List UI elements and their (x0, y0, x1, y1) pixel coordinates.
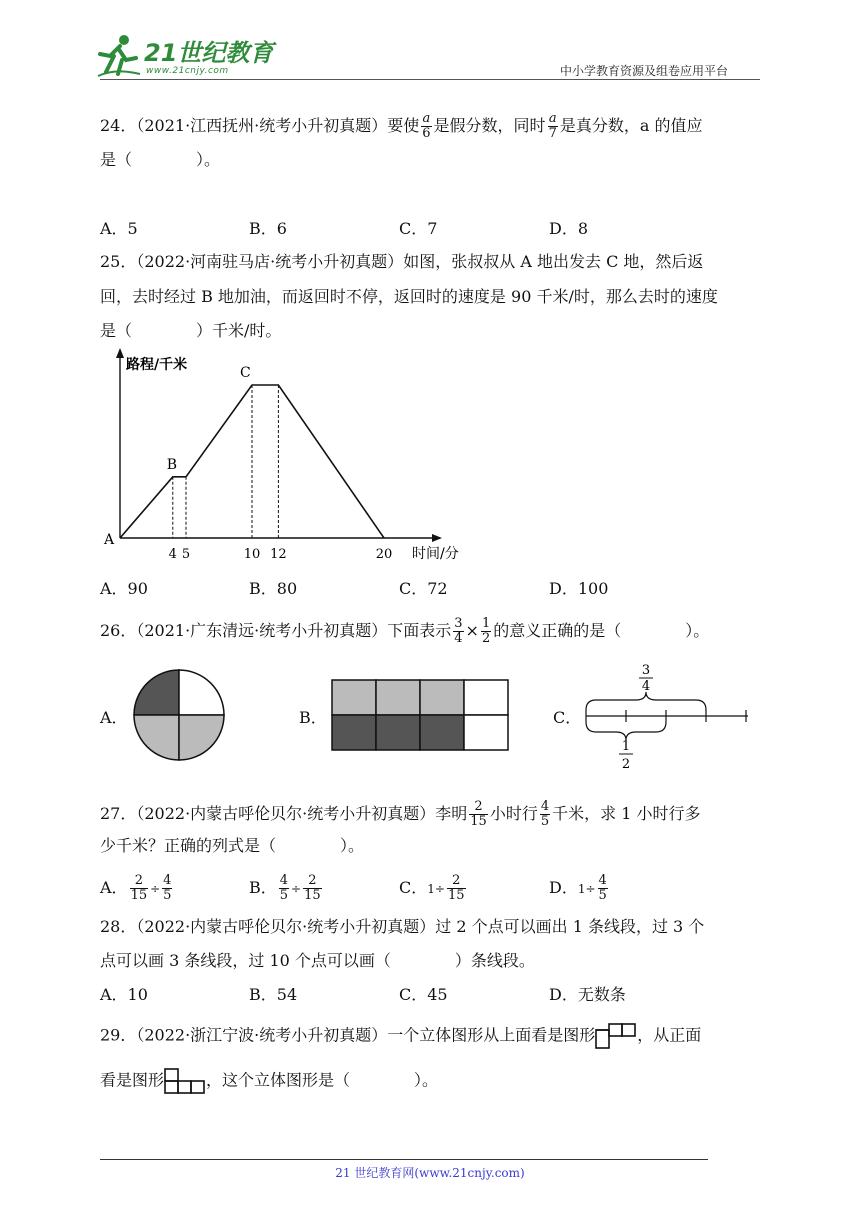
bottom-brace (586, 722, 666, 740)
logo-url: www.21cnjy.com (146, 66, 229, 76)
question-24-line1 (100, 112, 702, 141)
q29-line1a: 29．（2022·浙江宁波·统考小升初真题）一个立体图形从上面看是图形 (100, 1025, 596, 1045)
q29-line1b: ，从正面 (637, 1025, 702, 1045)
q28-option-a[interactable]: A．10 (100, 985, 148, 1004)
x-tick-12: 12 (270, 547, 287, 562)
distance-time-chart (100, 345, 480, 570)
header-rule (100, 79, 760, 80)
fraction-a-over-7: $\frac{a}{7}$ (548, 111, 557, 141)
fraction-3-over-4: $\frac{3}{4}$ (454, 616, 463, 646)
fraction-2-over-15: $\frac{2}{15}$ (470, 799, 487, 829)
top-brace (586, 692, 706, 710)
question-25-line1: 25．（2022·河南驻马店·统考小升初真题）如图，张叔叔从 A 地出发去 C 地，然后返 (100, 252, 704, 271)
rect-cell-bottom-3 (420, 715, 464, 750)
question-26-line1 (100, 617, 709, 646)
fraction-4-over-5: $\frac{4}{5}$ (540, 799, 550, 829)
times-sign: × (465, 621, 479, 640)
opt-d-fraction: $\frac{4}{5}$ (598, 873, 607, 903)
q29-line2b: ，这个立体图形是（ ）。 (206, 1070, 439, 1090)
q27-option-c[interactable]: C．1÷ $\frac{2}{15}$ (399, 873, 465, 903)
fraction-a-over-6: $\frac{a}{6}$ (422, 111, 431, 141)
rect-cell-top-1 (332, 680, 376, 715)
question-25-line3: 是（ ）千米/时。 (100, 321, 282, 340)
x-tick-5: 5 (181, 547, 191, 562)
logo-text: 21世纪教育 (144, 39, 274, 67)
q26-option-c-label[interactable]: C． (553, 708, 582, 727)
rect-cell-bottom-2 (376, 715, 420, 750)
q26-number-line-figure[interactable] (580, 660, 755, 775)
question-28-line1: 28．（2022·内蒙古呼伦贝尔·统考小升初真题）过 2 个点可以画出 1 条线段，过 3 个 (100, 917, 705, 936)
q24-option-a[interactable]: A．5 (100, 219, 138, 238)
q27-option-b[interactable]: B． $\frac{4}{5}$ ÷ $\frac{2}{15}$ (249, 873, 321, 903)
point-label-a: A (104, 532, 115, 548)
point-label-b: B (166, 456, 178, 473)
q26-rectangle-figure[interactable] (331, 679, 511, 751)
logo-runner-icon (96, 34, 142, 78)
q25-option-d[interactable]: D．100 (549, 579, 609, 598)
top-view-shape-icon (595, 1023, 637, 1049)
question-27-line2: 少千米？正确的列式是（ ）。 (100, 836, 365, 855)
question-24-line2: 是（ ）。 (100, 150, 221, 169)
circle-quarter-dark (134, 670, 179, 715)
rect-cell-top-2 (376, 680, 420, 715)
q26-circle-figure[interactable] (131, 667, 227, 763)
bottom-fraction-den: 2 (621, 757, 631, 772)
q27-option-d[interactable]: D．1÷ $\frac{4}{5}$ (549, 873, 607, 903)
q26-tail: 的意义正确的是（ ）。 (493, 621, 710, 640)
q26-option-a-label[interactable]: A． (100, 708, 128, 727)
q27-option-a[interactable]: A． $\frac{2}{15}$ ÷ $\frac{4}{5}$ (100, 873, 172, 903)
q24-lead: 24．（2021·江西抚州·统考小升初真题）要使 (100, 116, 420, 135)
q25-option-b[interactable]: B．80 (249, 579, 298, 598)
q29-line2a: 看是图形 (100, 1070, 165, 1090)
q24-option-c[interactable]: C．7 (399, 219, 438, 238)
y-axis-arrow (116, 348, 124, 358)
x-axis-arrow (432, 534, 442, 542)
opt-b-fraction-1: $\frac{4}{5}$ (279, 873, 289, 903)
q28-option-d[interactable]: D．无数条 (549, 985, 626, 1004)
y-axis-label: 路程/千米 (126, 357, 188, 373)
q28-option-b[interactable]: B．54 (249, 985, 298, 1004)
point-label-c: C (240, 365, 251, 381)
opt-a-fraction-2: $\frac{4}{5}$ (163, 873, 172, 903)
bottom-fraction-num: 1 (621, 739, 631, 754)
q27-tail: 千米，求 1 小时行多 (552, 804, 701, 823)
x-tick-20: 20 (375, 547, 393, 562)
opt-a-fraction-1: $\frac{2}{15}$ (130, 873, 148, 903)
q25-option-a[interactable]: A．90 (100, 579, 148, 598)
header (0, 0, 860, 90)
footer-rule (100, 1159, 708, 1160)
opt-c-fraction: $\frac{2}{15}$ (447, 873, 465, 903)
rect-cell-top-3 (420, 680, 464, 715)
x-tick-10: 10 (243, 547, 261, 562)
q28-option-c[interactable]: C．45 (399, 985, 448, 1004)
footer-text: 21 世纪教育网(www.21cnjy.com) (335, 1166, 525, 1180)
top-fraction-den: 4 (641, 679, 651, 694)
question-29-line2 (100, 1068, 438, 1094)
circle-quarter-white (179, 670, 224, 715)
q25-option-c[interactable]: C．72 (399, 579, 448, 598)
top-fraction-num: 3 (641, 663, 651, 678)
x-tick-4: 4 (168, 547, 177, 562)
front-view-shape-icon (164, 1068, 206, 1094)
question-27-line1 (100, 800, 700, 829)
header-tagline: 中小学教育资源及组卷应用平台 (560, 64, 729, 78)
opt-b-fraction-2: $\frac{2}{15}$ (304, 873, 321, 903)
q24-option-d[interactable]: D．8 (549, 219, 589, 238)
question-28-line2: 点可以画 3 条线段，过 10 个点可以画（ ）条线段。 (100, 951, 535, 970)
rect-cell-bottom-4 (464, 715, 508, 750)
q26-option-b-label[interactable]: B． (299, 708, 327, 727)
q24-option-b[interactable]: B．6 (249, 219, 287, 238)
q27-mid: 小时行 (489, 804, 538, 823)
circle-quarter-light-left (134, 715, 179, 760)
q24-tail: 是真分数，a 的值应 (559, 116, 703, 135)
q24-mid: 是假分数，同时 (433, 116, 546, 135)
circle-quarter-light-right (179, 715, 224, 760)
fraction-1-over-2: $\frac{1}{2}$ (481, 616, 491, 646)
x-axis-label: 时间/分 (412, 546, 459, 562)
question-29-line1 (100, 1023, 701, 1049)
q27-lead: 27．（2022·内蒙古呼伦贝尔·统考小升初真题）李明 (100, 804, 468, 823)
rect-cell-bottom-1 (332, 715, 376, 750)
q26-lead: 26．（2021·广东清远·统考小升初真题）下面表示 (100, 621, 452, 640)
rect-cell-top-4 (464, 680, 508, 715)
question-25-line2: 回，去时经过 B 地加油，而返回时不停，返回时的速度是 90 千米/时，那么去时的速度 (100, 287, 718, 306)
